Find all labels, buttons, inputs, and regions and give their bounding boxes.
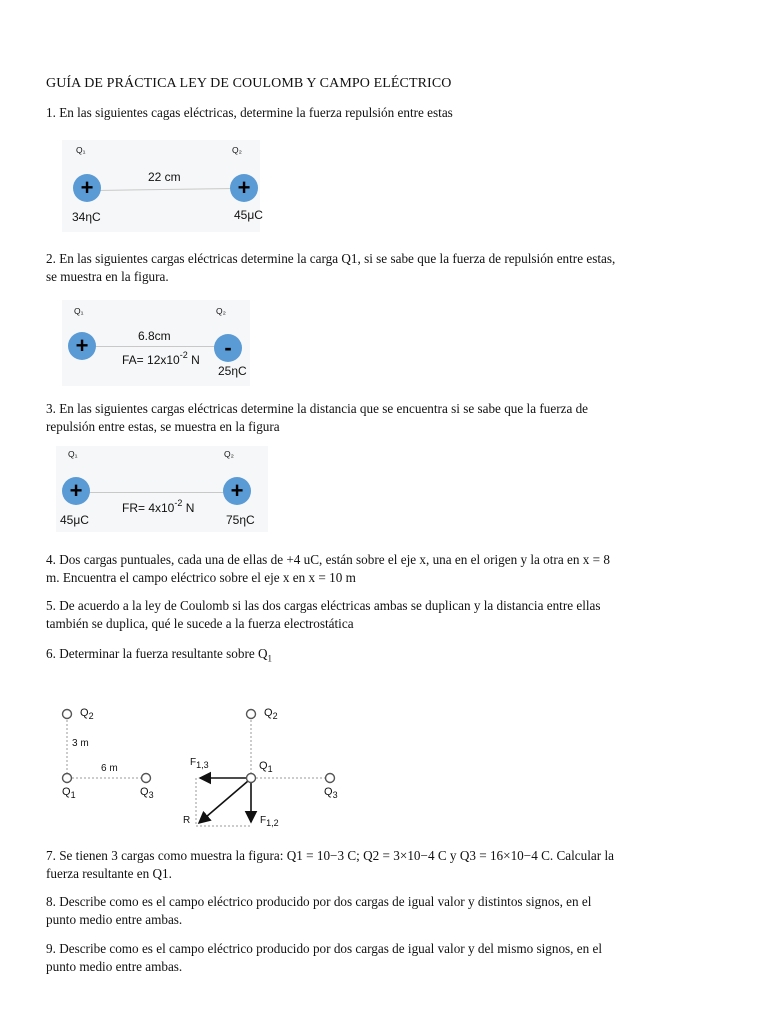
charge-b-label: Q₂ [232, 145, 242, 155]
f13-label: $F_{1,3}$ [190, 757, 209, 770]
force-label: $FA= 12x10^{-2}$ N [122, 350, 200, 367]
force-label: $FR= 4x10^{-2}$ N [122, 498, 195, 515]
charge-b-value: 25ηC [218, 364, 247, 378]
question-7-line-1: 7. Se tienen 3 cargas como muestra la figura: Q1 = 10−3 C; Q2 = 3×10−4 C y Q3 = 16×10−4 C. Calcular la [46, 848, 614, 863]
question-2-line-1: 2. En las siguientes cargas eléctricas determine la carga Q1, si se sabe que la fuerza de repulsión entre estas, [46, 251, 616, 266]
charge-b-value: 75ηC [226, 513, 255, 527]
q1-label: $Q_1$ [62, 786, 76, 801]
charge-a-value: 45μC [60, 513, 89, 527]
charge-a-label: Q₁ [68, 449, 78, 459]
charge-b-label: Q₂ [224, 449, 234, 459]
q2-label: $Q_2$ [80, 707, 94, 722]
positive-charge-a: + [68, 332, 96, 360]
resultant-label: R [183, 815, 191, 826]
q1-label: $Q_1$ [259, 760, 273, 775]
question-4-line-2: m. Encuentra el campo eléctrico sobre el eje x en x = 10 m [46, 570, 356, 585]
question-1-text: 1. En las siguientes cagas eléctricas, determine la fuerza repulsión entre estas [46, 105, 453, 120]
question-5-line-2: también se duplica, qué le sucede a la fuerza electrostática [46, 616, 354, 631]
q2-label: $Q_2$ [264, 707, 278, 722]
q3-label: $Q_3$ [140, 786, 154, 801]
positive-charge-b: + [230, 174, 258, 202]
distance-label: 22 cm [148, 170, 181, 184]
positive-charge-b: + [223, 477, 251, 505]
charge-a-value: 34ηC [72, 210, 101, 224]
charge-b-value: 45μC [234, 208, 263, 222]
distance-label: 6.8cm [138, 329, 171, 343]
charge-a-label: Q₁ [74, 306, 84, 316]
question-8-line-1: 8. Describe como es el campo eléctrico producido por dos cargas de igual valor y distintos signos, en el [46, 894, 592, 909]
question-9-line-2: punto medio entre ambas. [46, 959, 183, 974]
question-7-line-2: fuerza resultante en Q1. [46, 866, 172, 881]
horizontal-distance-label: 6 m [101, 763, 118, 774]
charge-a-label: Q₁ [76, 145, 86, 155]
document-title: GUÍA DE PRÁCTICA LEY DE COULOMB Y CAMPO ELÉCTRICO [46, 76, 452, 91]
positive-charge-a: + [62, 477, 90, 505]
question-8-line-2: punto medio entre ambas. [46, 912, 183, 927]
question-2-line-2: se muestra en la figura. [46, 269, 169, 284]
question-9-line-1: 9. Describe como es el campo eléctrico producido por dos cargas de igual valor y del mismo signos, en el [46, 941, 603, 956]
question-4-line-1: 4. Dos cargas puntuales, cada una de ellas de +4 uC, están sobre el eje x, una en el origen y la otra en x = 8 [46, 552, 610, 567]
q3-label: $Q_3$ [324, 786, 338, 801]
f12-label: $F_{1,2}$ [260, 815, 279, 828]
question-3-line-1: 3. En las siguientes cargas eléctricas determine la distancia que se encuentra si se sabe que la fuerza de [46, 401, 589, 416]
question-6-text: 6. Determinar la fuerza resultante sobre $Q_1$ [46, 646, 273, 664]
question-3-line-2: repulsión entre estas, se muestra en la figura [46, 419, 280, 434]
charge-b-label: Q₂ [216, 306, 226, 316]
negative-charge-b: - [214, 334, 242, 362]
vertical-distance-label: 3 m [72, 738, 89, 749]
question-5-line-1: 5. De acuerdo a la ley de Coulomb si las dos cargas eléctricas ambas se duplican y la distancia entre ellas [46, 598, 601, 613]
positive-charge-a: + [73, 174, 101, 202]
